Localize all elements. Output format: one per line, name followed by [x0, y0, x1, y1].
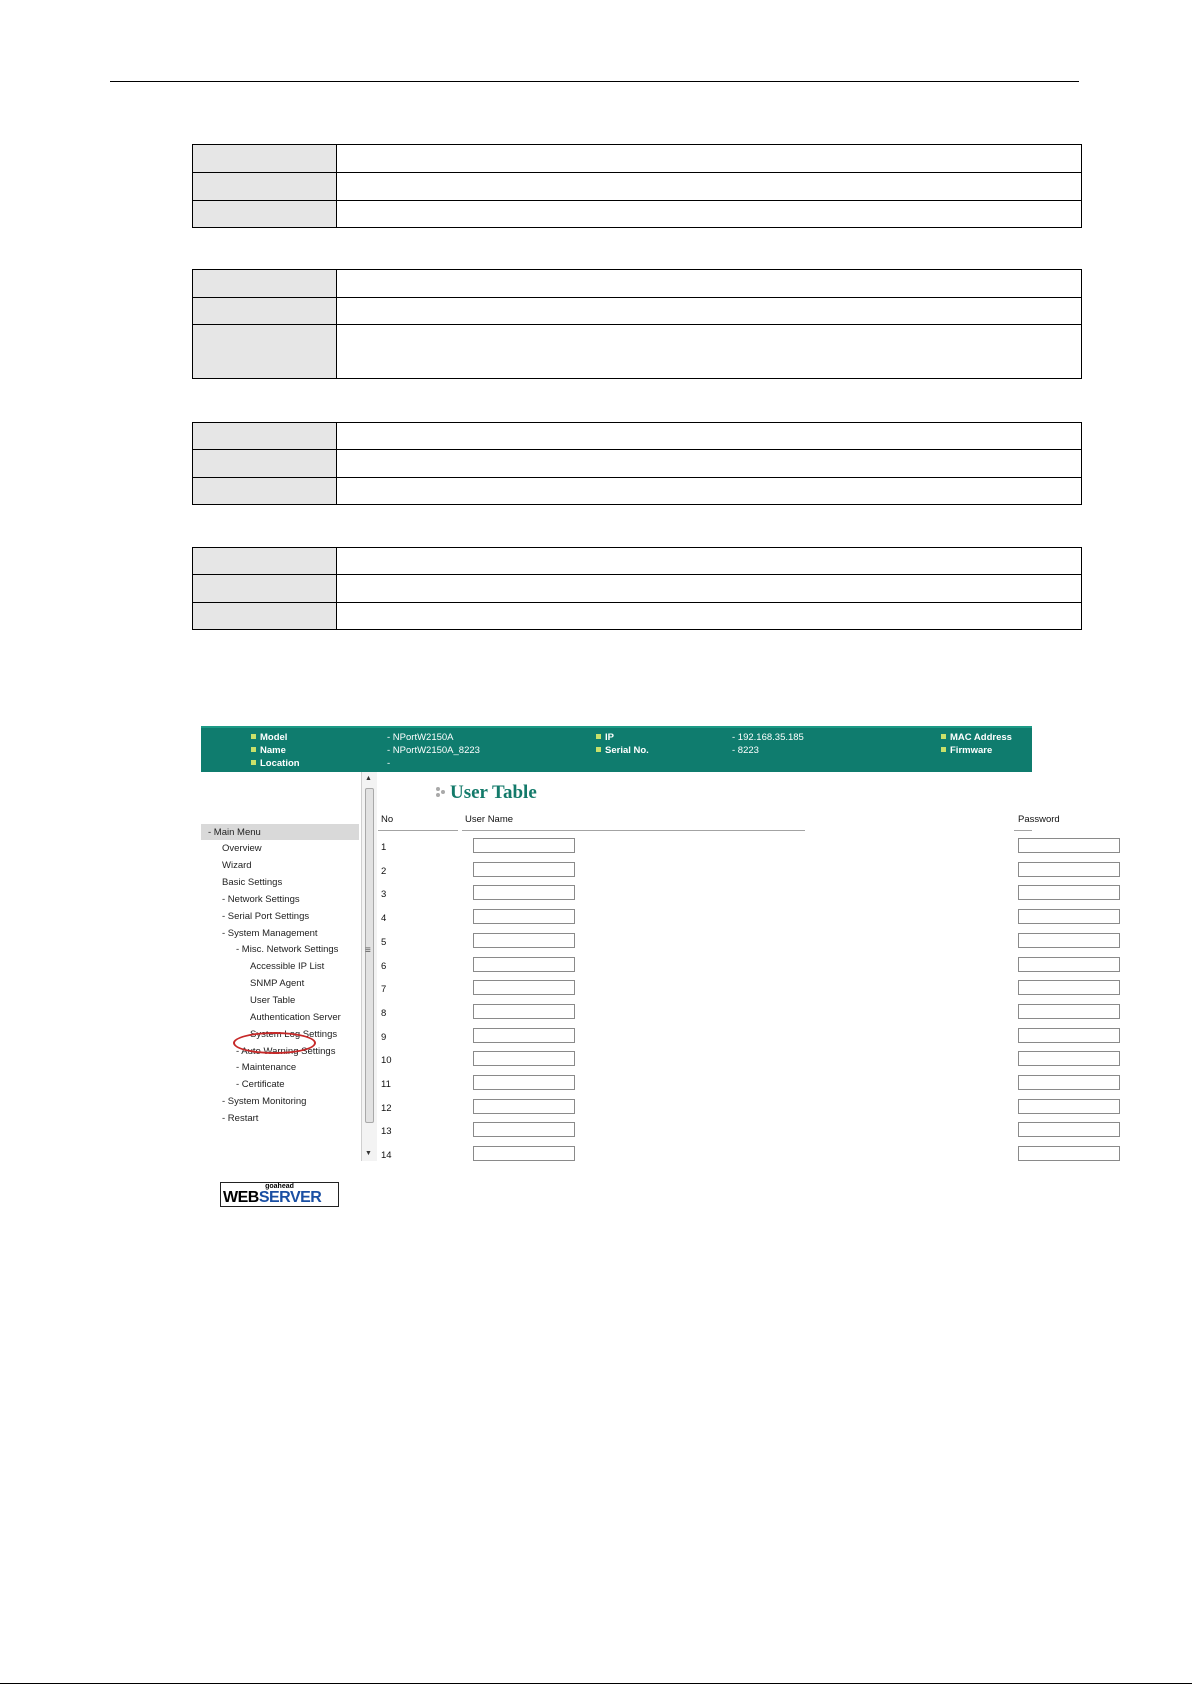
password-input[interactable] — [1018, 1051, 1120, 1066]
header-label-serial: Serial No. — [596, 745, 649, 757]
top-rule — [110, 81, 1079, 82]
row-number: 3 — [381, 889, 387, 901]
row-number: 9 — [381, 1031, 387, 1043]
bullet-square-icon — [941, 747, 946, 752]
column-header-password: Password — [1018, 814, 1060, 825]
page-title: User Table — [436, 782, 537, 804]
row-number: 2 — [381, 865, 387, 877]
user-name-input[interactable] — [473, 980, 575, 995]
column-header-no: No — [381, 814, 394, 825]
header-label-mac: MAC Address — [941, 732, 1012, 744]
bullet-square-icon — [596, 747, 601, 752]
header-value-serial: - 8223 — [732, 745, 759, 756]
user-table-panel — [376, 772, 1060, 1162]
row-number: 8 — [381, 1007, 387, 1019]
parameter-table-1 — [192, 144, 1082, 228]
menu-item-overview[interactable]: Overview — [222, 843, 262, 854]
header-value-model: - NPortW2150A — [387, 732, 454, 743]
user-name-input[interactable] — [473, 933, 575, 948]
user-table-screenshot — [201, 726, 1060, 1206]
parameter-table-4 — [192, 547, 1082, 630]
column-divider-password — [1014, 830, 1032, 831]
password-input[interactable] — [1018, 980, 1120, 995]
password-input[interactable] — [1018, 838, 1120, 853]
user-name-input[interactable] — [473, 862, 575, 877]
password-input[interactable] — [1018, 885, 1120, 900]
header-label-model: Model — [251, 732, 287, 744]
user-name-input[interactable] — [473, 1051, 575, 1066]
scrollbar-grip-icon: ≡ — [365, 945, 371, 956]
header-value-ip: - 192.168.35.185 — [732, 732, 804, 743]
bottom-rule — [0, 1683, 1192, 1684]
menu-item-wizard[interactable]: Wizard — [222, 860, 252, 871]
header-label-location: Location — [251, 758, 300, 770]
scroll-down-arrow-icon[interactable]: ▼ — [365, 1150, 372, 1157]
menu-item-main-menu[interactable]: - Main Menu — [208, 827, 261, 838]
menu-item-maintenance[interactable]: - Maintenance — [236, 1062, 297, 1073]
bullet-square-icon — [941, 734, 946, 739]
menu-scrollbar[interactable] — [361, 772, 377, 1161]
menu-item-user-table[interactable]: User Table — [250, 995, 296, 1006]
parameter-table-2 — [192, 269, 1082, 379]
column-divider-user-name — [462, 830, 805, 831]
row-number: 7 — [381, 984, 387, 996]
bullet-square-icon — [251, 734, 256, 739]
menu-item-system-log-settings[interactable]: System Log Settings — [250, 1029, 338, 1040]
header-value-location: - — [387, 758, 391, 769]
menu-item-snmp-agent[interactable]: SNMP Agent — [250, 978, 305, 989]
password-input[interactable] — [1018, 1146, 1120, 1161]
user-name-input[interactable] — [473, 838, 575, 853]
menu-item-network-settings[interactable]: - Network Settings — [222, 894, 300, 905]
password-input[interactable] — [1018, 1099, 1120, 1114]
user-name-input[interactable] — [473, 1028, 575, 1043]
scroll-up-arrow-icon[interactable]: ▲ — [365, 775, 372, 782]
parameter-table-3 — [192, 422, 1082, 505]
menu-item-authentication-server[interactable]: Authentication Server — [250, 1012, 341, 1023]
password-input[interactable] — [1018, 1028, 1120, 1043]
goahead-webserver-logo: goahead WEBSERVER — [220, 1182, 339, 1207]
user-name-input[interactable] — [473, 1146, 575, 1161]
menu-item-misc-network-settings[interactable]: - Misc. Network Settings — [236, 944, 339, 955]
user-name-input[interactable] — [473, 1099, 575, 1114]
menu-item-auto-warning-settings[interactable]: - Auto Warning Settings — [236, 1046, 336, 1057]
user-name-input[interactable] — [473, 957, 575, 972]
row-number: 5 — [381, 936, 387, 948]
column-header-user-name: User Name — [465, 814, 514, 825]
user-name-input[interactable] — [473, 909, 575, 924]
row-number: 11 — [381, 1079, 391, 1090]
header-label-firmware: Firmware — [941, 745, 992, 757]
bullet-square-icon — [251, 760, 256, 765]
row-number: 13 — [381, 1126, 392, 1138]
row-number: 14 — [381, 1150, 392, 1162]
password-input[interactable] — [1018, 862, 1120, 877]
header-value-name: - NPortW2150A_8223 — [387, 745, 480, 756]
password-input[interactable] — [1018, 1122, 1120, 1137]
menu-item-basic-settings[interactable]: Basic Settings — [222, 877, 283, 888]
main-menu — [201, 772, 361, 1206]
user-name-input[interactable] — [473, 885, 575, 900]
password-input[interactable] — [1018, 1075, 1120, 1090]
row-number: 10 — [381, 1055, 392, 1067]
title-bullets-icon — [436, 784, 448, 798]
row-number: 1 — [381, 842, 387, 853]
password-input[interactable] — [1018, 957, 1120, 972]
row-number: 4 — [381, 913, 387, 925]
password-input[interactable] — [1018, 1004, 1120, 1019]
menu-item-serial-port-settings[interactable]: - Serial Port Settings — [222, 911, 310, 922]
menu-item-certificate[interactable]: - Certificate — [236, 1079, 285, 1090]
user-name-input[interactable] — [473, 1075, 575, 1090]
user-name-input[interactable] — [473, 1004, 575, 1019]
menu-item-system-management[interactable]: - System Management — [222, 928, 318, 939]
password-input[interactable] — [1018, 909, 1120, 924]
password-input[interactable] — [1018, 933, 1120, 948]
highlight-circle — [233, 1032, 316, 1054]
row-number: 6 — [381, 960, 387, 972]
menu-item-system-monitoring[interactable]: - System Monitoring — [222, 1096, 307, 1107]
row-number: 12 — [381, 1102, 392, 1114]
menu-item-accessible-ip-list[interactable]: Accessible IP List — [250, 961, 325, 972]
column-divider-no — [378, 830, 458, 831]
user-name-input[interactable] — [473, 1122, 575, 1137]
menu-item-restart[interactable]: - Restart — [222, 1113, 259, 1124]
header-label-name: Name — [251, 745, 286, 757]
bullet-square-icon — [596, 734, 601, 739]
bullet-square-icon — [251, 747, 256, 752]
device-info-header — [201, 726, 1032, 772]
header-label-ip: IP — [596, 732, 614, 744]
